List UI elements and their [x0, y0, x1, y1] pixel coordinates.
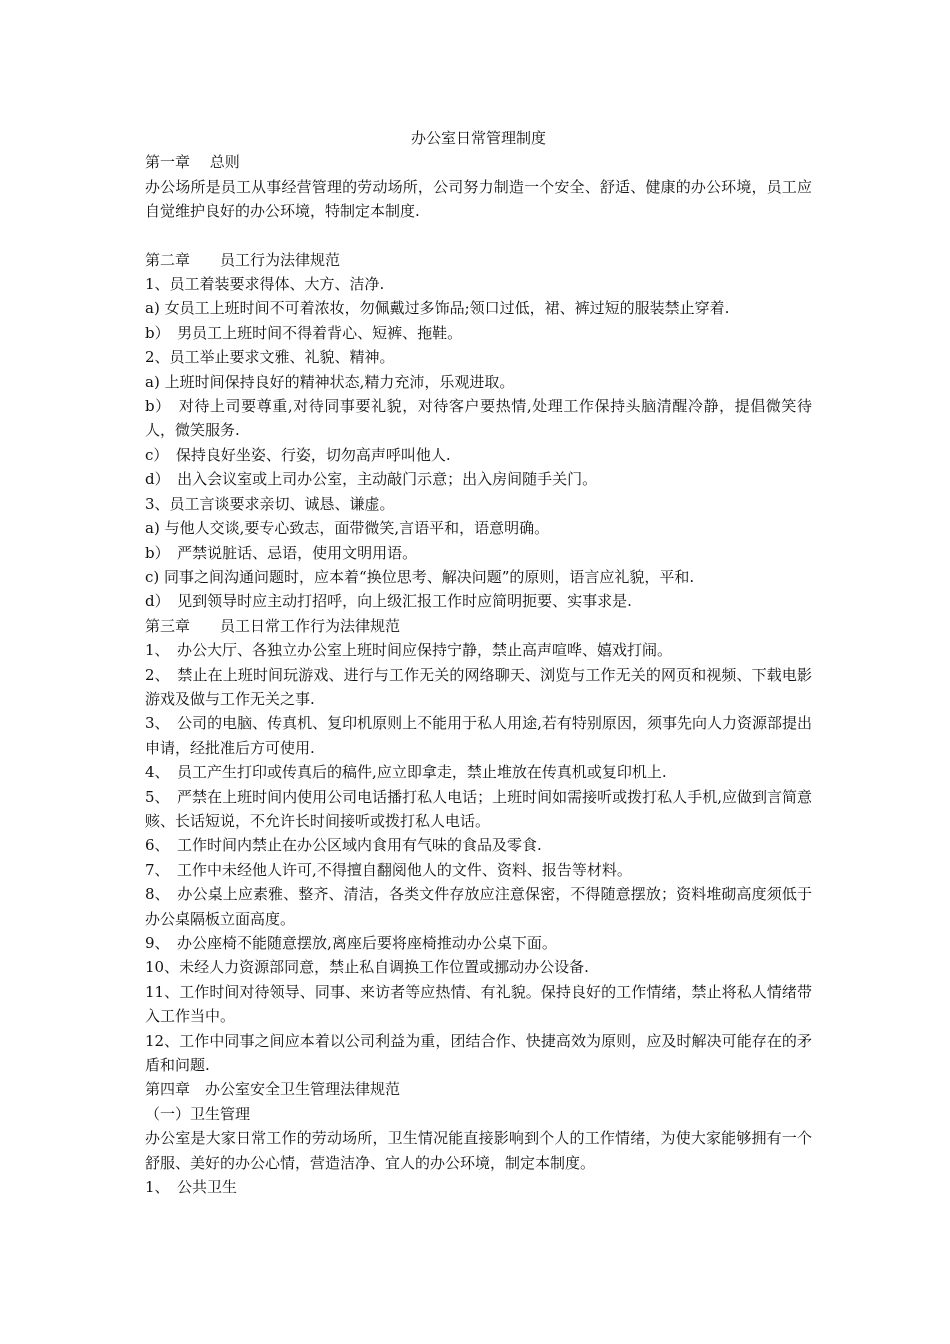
paragraph: d） 见到领导时应主动打招呼，向上级汇报工作时应简明扼要、实事求是.: [145, 592, 632, 611]
paragraph: 8、 办公桌上应素雅、整齐、清洁，各类文件存放应注意保密，不得随意摆放；资料堆砌高度须低于办公桌隔板立面高度。: [145, 885, 812, 928]
chapter-1-heading: 第一章 总则: [145, 153, 240, 172]
chapter-4-heading: 第四章 办公室安全卫生管理法律规范: [145, 1080, 401, 1099]
paragraph: c） 保持良好坐姿、行姿，切勿高声呼叫他人.: [145, 445, 451, 464]
paragraph: a) 与他人交谈,要专心致志，面带微笑,言语平和，语意明确。: [145, 519, 550, 538]
paragraph: 2、 禁止在上班时间玩游戏、进行与工作无关的网络聊天、浏览与工作无关的网页和视频、下载电影游戏及做与工作无关之事.: [145, 665, 812, 708]
paragraph: 1、员工着装要求得体、大方、洁净.: [145, 275, 385, 294]
paragraph: d） 出入会议室或上司办公室，主动敲门示意；出入房间随手关门。: [145, 470, 598, 489]
paragraph: 10、未经人力资源部同意，禁止私自调换工作位置或挪动办公设备.: [145, 958, 589, 977]
chapter-2-heading: 第二章 员工行为法律规范: [145, 250, 341, 269]
document-title: 办公室日常管理制度: [410, 129, 546, 147]
paragraph: 11、工作时间对待领导、同事、来访者等应热情、有礼貌。保持良好的工作情绪，禁止将私人情绪带入工作当中。: [145, 982, 812, 1026]
paragraph: b） 严禁说脏话、忌语，使用文明用语。: [145, 543, 418, 562]
blank-line: [145, 224, 812, 248]
paragraph: 12、工作中同事之间应本着以公司利益为重，团结合作、快捷高效为原则，应及时解决可能存在的矛盾和问题.: [145, 1031, 812, 1075]
paragraph: 3、 公司的电脑、传真机、复印机原则上不能用于私人用途,若有特别原因，须事先向人力资源部提出申请，经批准后方可使用.: [145, 714, 812, 757]
chapter-3-heading: 第三章 员工日常工作行为法律规范: [145, 616, 401, 635]
paragraph: 4、 员工产生打印或传真后的稿件,应立即拿走，禁止堆放在传真机或复印机上.: [145, 763, 667, 782]
paragraph: 办公场所是员工从事经营管理的劳动场所，公司努力制造一个安全、舒适、健康的办公环境，员工应自觉维护良好的办公环境，特制定本制度.: [145, 177, 812, 221]
paragraph: a) 上班时间保持良好的精神状态,精力充沛，乐观进取。: [145, 372, 515, 391]
paragraph: 9、 办公座椅不能随意摆放,离座后要将座椅推动办公桌下面。: [145, 934, 557, 952]
paragraph: 办公室是大家日常工作的劳动场所，卫生情况能直接影响到个人的工作情绪，为使大家能够拥有一个舒服、美好的办公心情，营造洁净、宜人的办公环境，制定本制度。: [145, 1129, 812, 1172]
paragraph: 7、 工作中未经他人许可,不得擅自翻阅他人的文件、资料、报告等材料。: [145, 860, 632, 879]
document-body: [145, 150, 812, 1199]
paragraph: 1、 办公大厅、各独立办公室上班时间应保持宁静，禁止高声喧哗、嬉戏打闹。: [145, 641, 673, 660]
paragraph: 3、员工言谈要求亲切、诚恳、谦虚。: [145, 494, 395, 513]
paragraph: 1、 公共卫生: [145, 1178, 238, 1197]
paragraph: 2、员工举止要求文雅、礼貌、精神。: [145, 348, 395, 367]
section-heading: （一）卫生管理: [145, 1104, 251, 1123]
paragraph: c) 同事之间沟通问题时，应本着“换位思考、解决问题”的原则，语言应礼貌，平和.: [145, 567, 695, 586]
paragraph: b） 男员工上班时间不得着背心、短裤、拖鞋。: [145, 323, 463, 342]
paragraph: 5、 严禁在上班时间内使用公司电话播打私人电话；上班时间如需接听或拨打私人手机,应做到言简意赅、长话短说，不允许长时间接听或拨打私人电话。: [145, 787, 812, 830]
paragraph: 6、 工作时间内禁止在办公区域内食用有气味的食品及零食.: [145, 836, 542, 855]
paragraph: b） 对待上司要尊重,对待同事要礼貌，对待客户要热情,处理工作保持头脑清醒冷静，提倡微笑待人，微笑服务.: [145, 397, 812, 440]
paragraph: a) 女员工上班时间不可着浓妆，勿佩戴过多饰品;领口过低，裙、裤过短的服装禁止穿着.: [145, 299, 730, 318]
